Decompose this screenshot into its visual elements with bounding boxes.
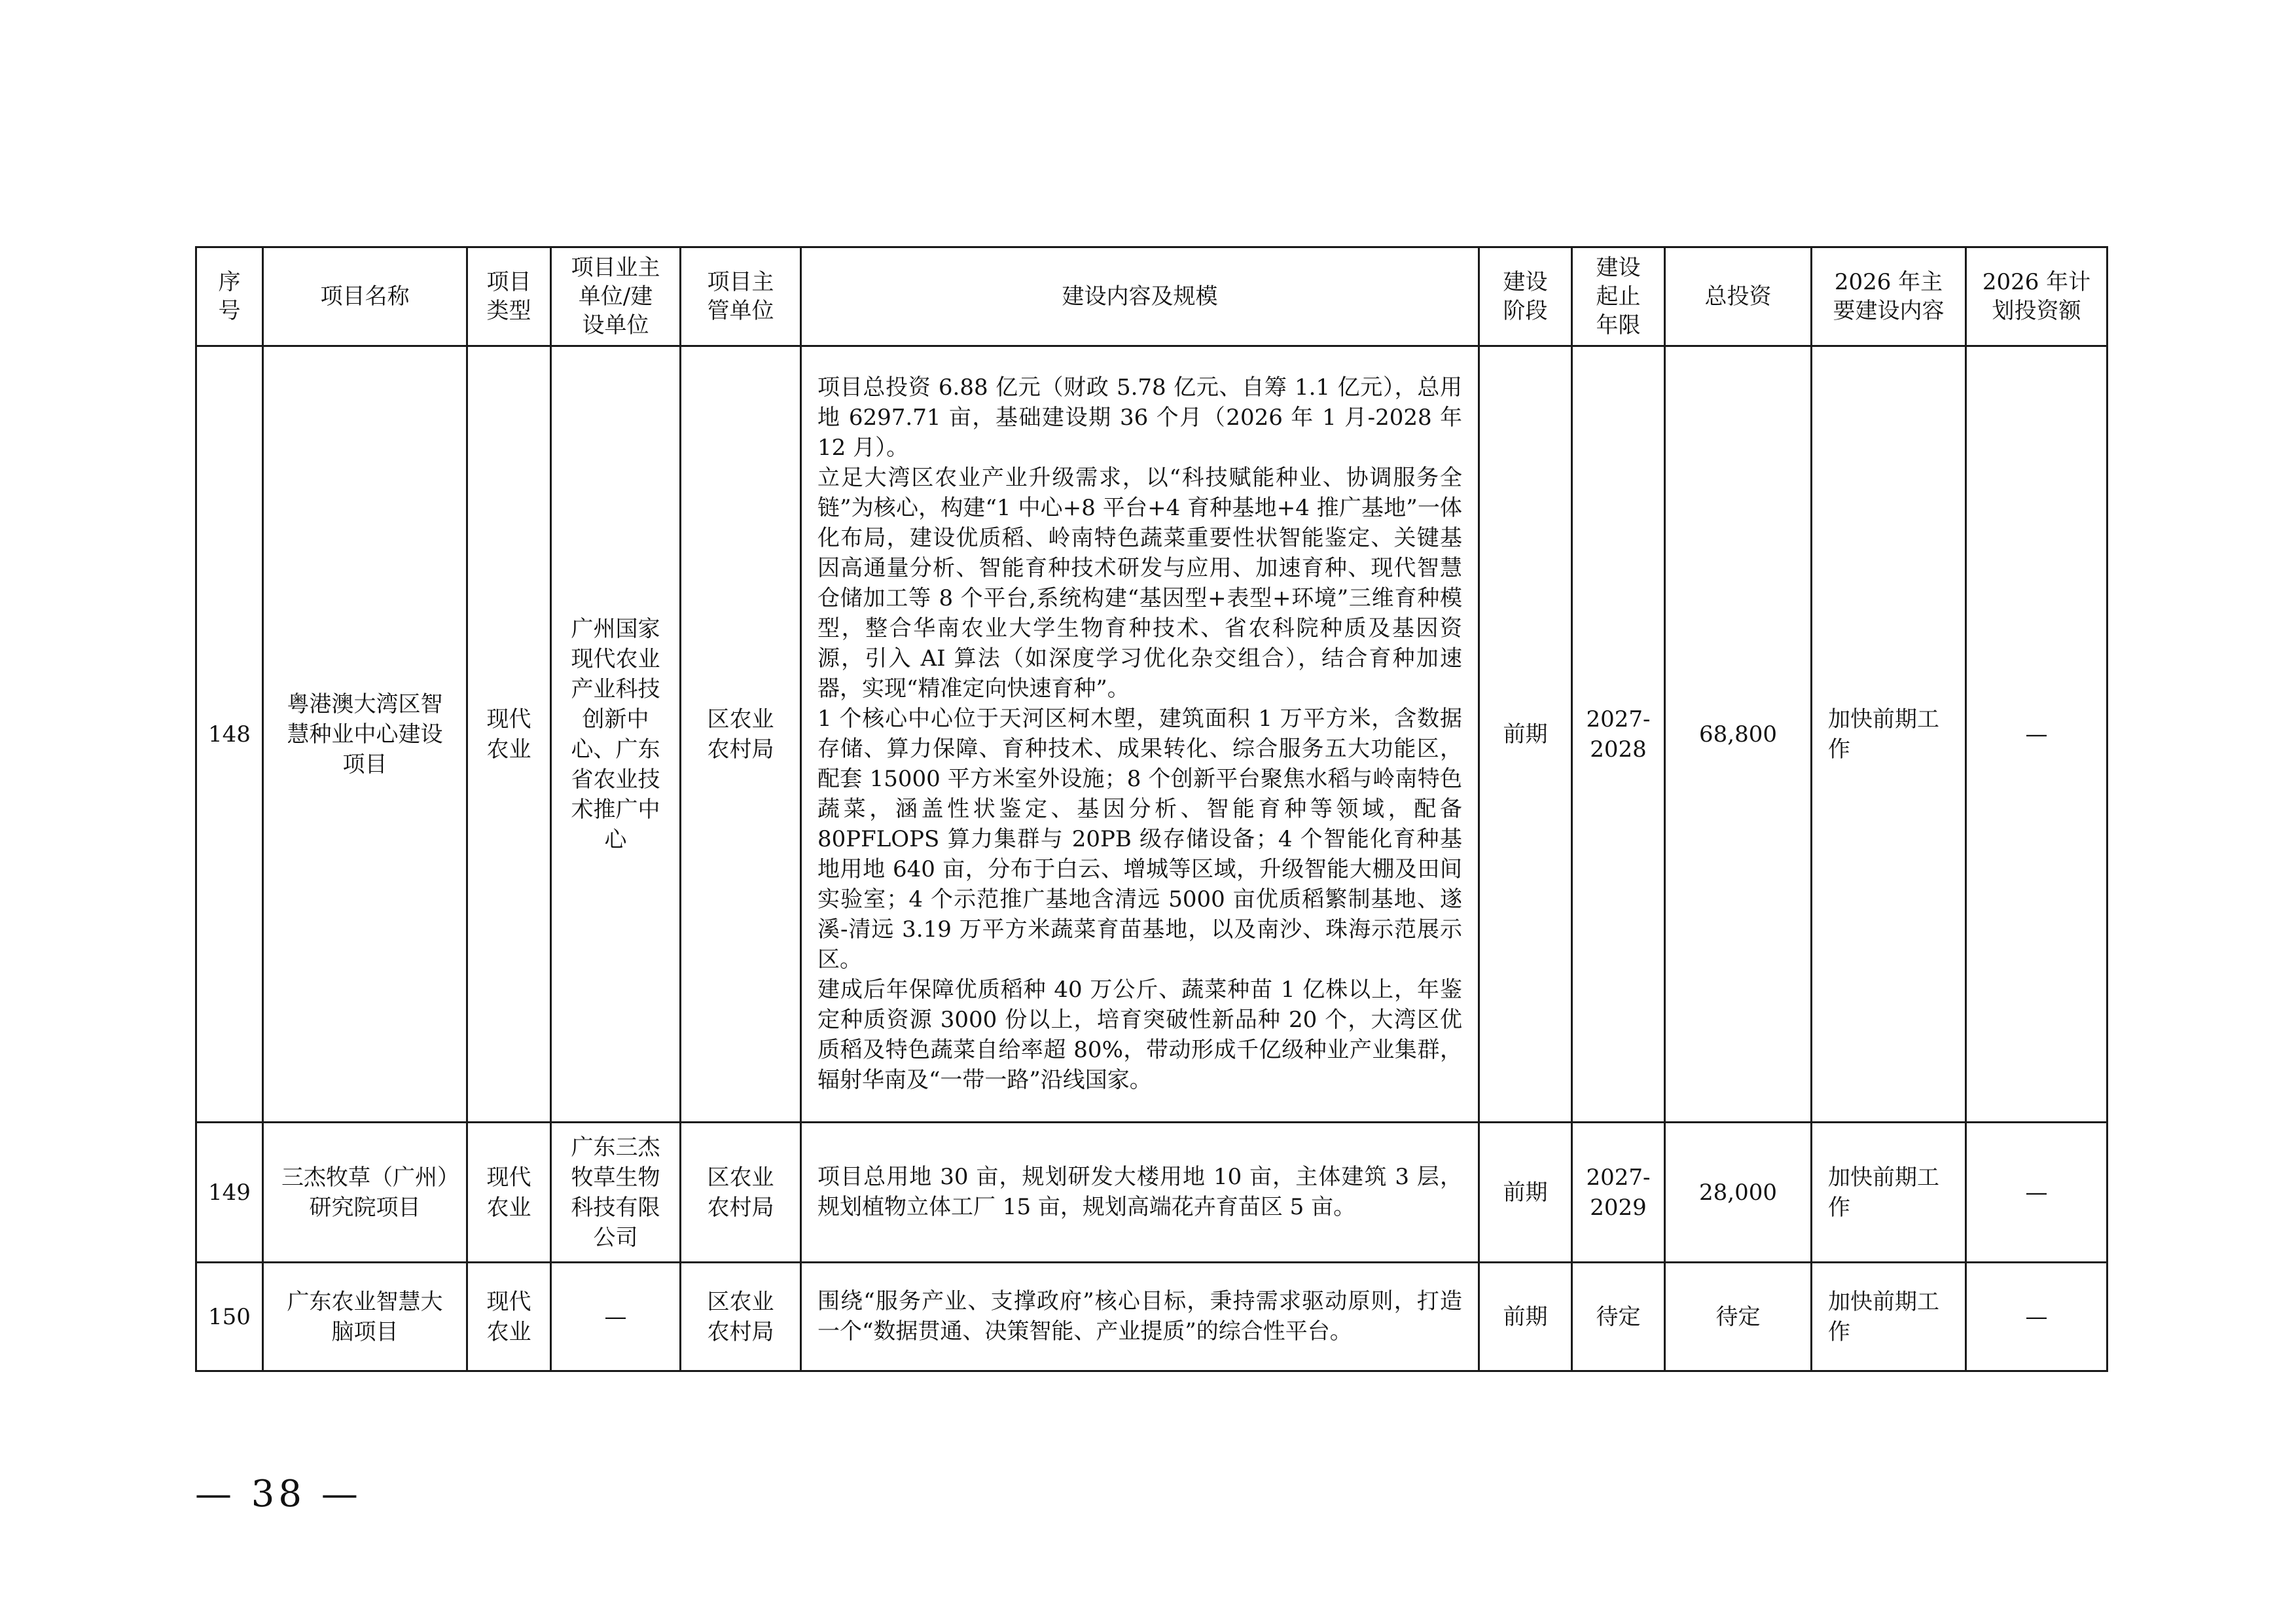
cell-main-2026: 加快前期工作 xyxy=(1812,1263,1966,1371)
cell-owner: 广州国家现代农业产业科技创新中心、广东省农业技术推广中心 xyxy=(551,346,681,1123)
cell-seq: 148 xyxy=(196,346,263,1123)
cell-main-2026: 加快前期工作 xyxy=(1812,1123,1966,1263)
cell-plan-2026: — xyxy=(1966,1263,2108,1371)
cell-seq: 149 xyxy=(196,1123,263,1263)
cell-stage: 前期 xyxy=(1479,346,1572,1123)
cell-owner: — xyxy=(551,1263,681,1371)
header-plan-2026: 2026 年计 划投资额 xyxy=(1966,247,2108,346)
cell-plan-2026: — xyxy=(1966,1123,2108,1263)
cell-type: 现代农业 xyxy=(467,1263,551,1371)
header-main-2026: 2026 年主 要建设内容 xyxy=(1812,247,1966,346)
cell-investment: 待定 xyxy=(1665,1263,1812,1371)
cell-dept: 区农业农村局 xyxy=(681,346,801,1123)
header-dept: 项目主 管单位 xyxy=(681,247,801,346)
header-period: 建设 起止 年限 xyxy=(1572,247,1665,346)
cell-name: 粤港澳大湾区智慧种业中心建设项目 xyxy=(263,346,467,1123)
table-row xyxy=(196,346,2108,1123)
cell-main-2026: 加快前期工作 xyxy=(1812,346,1966,1123)
cell-stage: 前期 xyxy=(1479,1263,1572,1371)
header-name: 项目名称 xyxy=(263,247,467,346)
cell-period: 2027-2029 xyxy=(1572,1123,1665,1263)
cell-period: 2027-2028 xyxy=(1572,346,1665,1123)
header-row xyxy=(196,247,2108,346)
page-number: — 38 — xyxy=(195,1473,362,1515)
cell-stage: 前期 xyxy=(1479,1123,1572,1263)
cell-dept: 区农业农村局 xyxy=(681,1123,801,1263)
header-seq: 序 号 xyxy=(196,247,263,346)
cell-plan-2026: — xyxy=(1966,346,2108,1123)
cell-content xyxy=(801,1263,1479,1371)
header-stage: 建设 阶段 xyxy=(1479,247,1572,346)
cell-name: 广东农业智慧大脑项目 xyxy=(263,1263,467,1371)
table-row xyxy=(196,1263,2108,1371)
header-investment: 总投资 xyxy=(1665,247,1812,346)
cell-content xyxy=(801,1123,1479,1263)
header-content: 建设内容及规模 xyxy=(801,247,1479,346)
content-paragraph: 建成后年保障优质稻种 40 万公斤、蔬菜种苗 1 亿株以上，年鉴定种质资源 3000 份以上，培育突破性新品种 20 个，大湾区优质稻及特色蔬菜自给率超 80%，带动形成千亿级种业产业集群，辐射华南及“一带一路”沿线国家。 xyxy=(817,976,1462,1093)
cell-investment: 68,800 xyxy=(1665,346,1812,1123)
cell-period: 待定 xyxy=(1572,1263,1665,1371)
cell-content xyxy=(801,346,1479,1123)
cell-dept: 区农业农村局 xyxy=(681,1263,801,1371)
cell-type: 现代农业 xyxy=(467,1123,551,1263)
cell-investment: 28,000 xyxy=(1665,1123,1812,1263)
content-paragraph: 1 个核心中心位于天河区柯木塱，建筑面积 1 万平方米，含数据存储、算力保障、育种技术、成果转化、综合服务五大功能区，配套 15000 平方米室外设施；8 个创新平台聚焦水稻与岭南特色蔬菜，涵盖性状鉴定、基因分析、智能育种等领域，配备 80PFLOPS 算力集群与 20PB 级存储设备；4 个智能化育种基地用地 640 亩，分布于白云、增城等区域，升级智能大棚及田间实验室；4 个示范推广基地含清远 5000 亩优质稻繁制基地、遂溪-清远 3.19 万平方米蔬菜育苗基地，以及南沙、珠海示范展示区。 xyxy=(817,705,1462,973)
cell-owner: 广东三杰牧草生物科技有限公司 xyxy=(551,1123,681,1263)
project-table xyxy=(195,246,2108,1372)
header-owner: 项目业主 单位/建 设单位 xyxy=(551,247,681,346)
content-paragraph: 立足大湾区农业产业升级需求，以“科技赋能种业、协调服务全链”为核心，构建“1 中心+8 平台+4 育种基地+4 推广基地”一体化布局，建设优质稻、岭南特色蔬菜重要性状智能鉴定、关键基因高通量分析、智能育种技术研发与应用、加速育种、现代智慧仓储加工等 8 个平台,系统构建“基因型+表型+环境”三维育种模型，整合华南农业大学生物育种技术、省农科院种质及基因资源，引入 AI 算法（如深度学习优化杂交组合），结合育种加速器，实现“精准定向快速育种”。 xyxy=(817,464,1462,702)
table-row xyxy=(196,1123,2108,1263)
content-paragraph: 围绕“服务产业、支撑政府”核心目标，秉持需求驱动原则，打造一个“数据贯通、决策智能、产业提质”的综合性平台。 xyxy=(817,1288,1462,1344)
cell-name: 三杰牧草（广州）研究院项目 xyxy=(263,1123,467,1263)
cell-seq: 150 xyxy=(196,1263,263,1371)
header-type: 项目 类型 xyxy=(467,247,551,346)
content-paragraph: 项目总用地 30 亩，规划研发大楼用地 10 亩，主体建筑 3 层，规划植物立体工厂 15 亩，规划高端花卉育苗区 5 亩。 xyxy=(817,1163,1462,1220)
cell-type: 现代农业 xyxy=(467,346,551,1123)
content-paragraph: 项目总投资 6.88 亿元（财政 5.78 亿元、自筹 1.1 亿元），总用地 6297.71 亩，基础建设期 36 个月（2026 年 1 月-2028 年 12 月）。 xyxy=(817,374,1462,461)
